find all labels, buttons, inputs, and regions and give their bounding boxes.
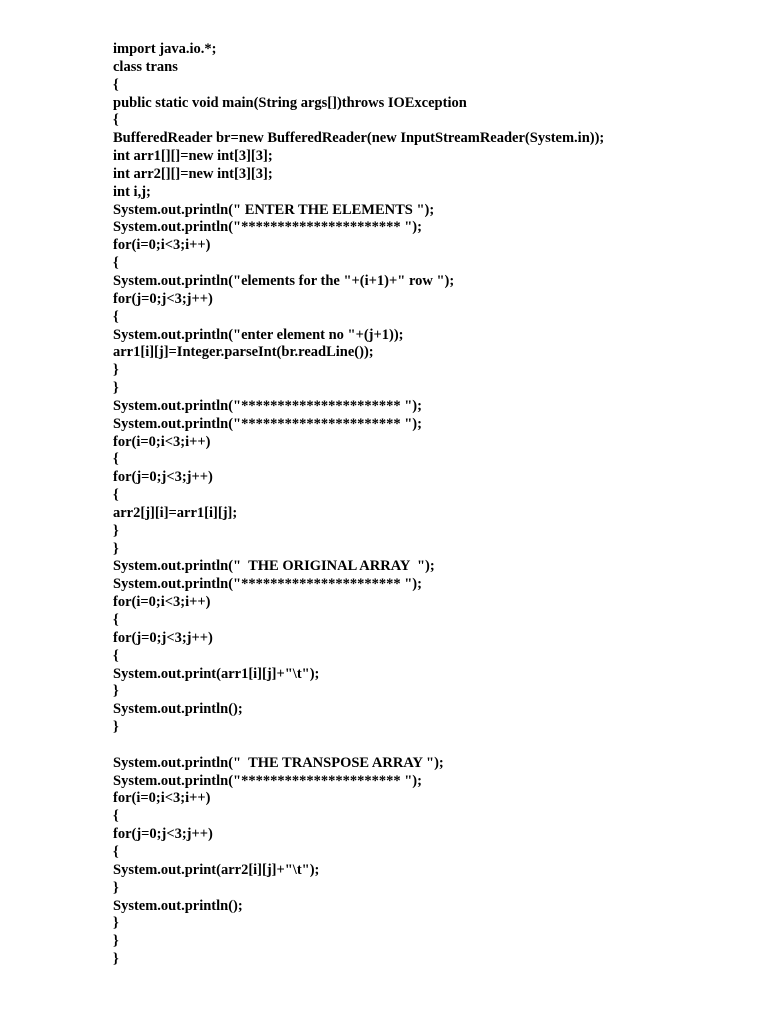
code-line: } — [113, 951, 119, 968]
code-line: { — [113, 451, 119, 468]
code-line: { — [113, 112, 119, 129]
code-line: System.out.println("********************** "); — [113, 576, 422, 593]
code-line: } — [113, 933, 119, 950]
code-line: { — [113, 843, 119, 860]
code-line: System.out.println("********************** "); — [113, 415, 422, 432]
code-line: { — [113, 487, 119, 504]
code-line: import java.io.*; — [113, 41, 217, 57]
code-line: for(j=0;j<3;j++) — [113, 290, 213, 307]
code-line: { — [113, 647, 119, 664]
code-listing — [113, 41, 604, 969]
code-line: } — [113, 719, 119, 736]
code-line: System.out.println(" THE ORIGINAL ARRAY "); — [113, 558, 435, 575]
code-line: System.out.print(arr1[i][j]+"\t"); — [113, 665, 320, 682]
code-line: public static void main(String args[])throws IOException — [113, 94, 467, 111]
code-line: { — [113, 255, 119, 272]
code-line: { — [113, 76, 119, 93]
code-line: for(i=0;i<3;i++) — [113, 594, 211, 611]
code-line: System.out.println(); — [113, 897, 243, 914]
code-line: System.out.println("********************** "); — [113, 772, 422, 789]
code-line: } — [113, 879, 119, 896]
code-line — [113, 737, 604, 755]
code-line: for(j=0;j<3;j++) — [113, 826, 213, 843]
code-line: class trans — [113, 58, 178, 75]
code-line: } — [113, 540, 119, 557]
code-line: } — [113, 522, 119, 539]
code-line: int arr1[][]=new int[3][3]; — [113, 148, 273, 165]
code-line: System.out.println("elements for the "+(i+1)+" row "); — [113, 272, 455, 289]
code-line: arr2[j][i]=arr1[i][j]; — [113, 504, 238, 521]
code-line: for(j=0;j<3;j++) — [113, 469, 213, 486]
code-line: int i,j; — [113, 183, 151, 200]
code-line: } — [113, 362, 119, 379]
code-line: for(i=0;i<3;i++) — [113, 790, 211, 807]
code-line: System.out.println(" THE TRANSPOSE ARRAY "); — [113, 754, 444, 771]
code-line: System.out.print(arr2[i][j]+"\t"); — [113, 861, 320, 878]
code-line: } — [113, 380, 119, 397]
code-line: } — [113, 915, 119, 932]
code-line: System.out.println("********************** "); — [113, 219, 422, 236]
code-line: for(j=0;j<3;j++) — [113, 629, 213, 646]
code-line: { — [113, 808, 119, 825]
code-line: System.out.println("enter element no "+(j+1)); — [113, 326, 404, 343]
code-line: System.out.println(" ENTER THE ELEMENTS "); — [113, 201, 435, 218]
code-line: arr1[i][j]=Integer.parseInt(br.readLine()); — [113, 344, 374, 361]
code-line: { — [113, 612, 119, 628]
code-line: } — [113, 683, 119, 700]
code-line: BufferedReader br=new BufferedReader(new InputStreamReader(System.in)); — [113, 130, 605, 147]
code-line: System.out.println("********************** "); — [113, 397, 422, 414]
code-line: { — [113, 308, 119, 325]
code-line: int arr2[][]=new int[3][3]; — [113, 165, 273, 182]
code-line: System.out.println(); — [113, 701, 243, 718]
code-line: for(i=0;i<3;i++) — [113, 237, 211, 254]
code-line: for(i=0;i<3;i++) — [113, 433, 211, 450]
